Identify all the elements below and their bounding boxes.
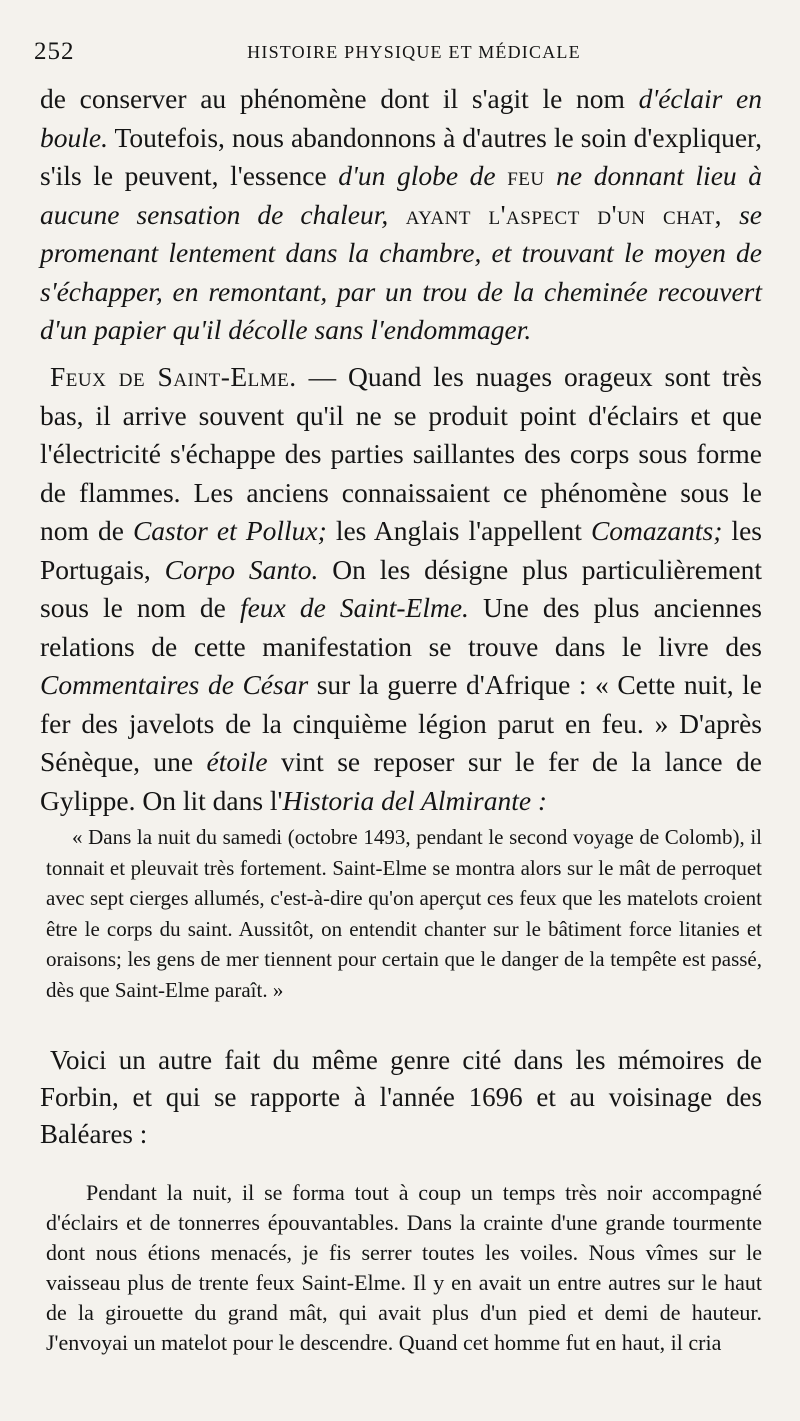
text-span: Toutefois, nous abandonnons à d'autres le soin d'expliquer, s'ils le peuvent, l'essence [40, 121, 762, 191]
paragraph-forbin-excerpt [46, 1178, 762, 1358]
text-span: les Portugais, [40, 515, 762, 585]
running-title: HISTOIRE PHYSIQUE ET MÉDICALE [247, 42, 581, 62]
text-span: Une des plus anciennes relations de cette manifestation se trouve dans le livre des [40, 592, 762, 662]
text-span: On les désigne plus particulièrement sous le nom de [40, 553, 762, 623]
italic-span: Corpo Santo. [164, 553, 319, 585]
text-span: vint se reposer sur le fer de la lance de Gylippe. On lit dans l' [40, 746, 762, 816]
smallcaps-span: feu [507, 160, 545, 191]
paragraph-feux-saint-elme [40, 358, 762, 820]
quotation-text: « Dans la nuit du samedi (octobre 1493, pendant le second voyage de Colomb), il tonnait et pleuvait très fortement. Saint-Elme se montra alors sur le mât de perroquet avec sept cierges allumés, c'est-à-dire qu'on aperçut ces feux que les matelots croient être le corps du saint. Aussitôt, on entendit chanter sur le bâtiment force litanies et oraisons; les gens de mer tiennent pour certain que le danger de la tempête est passé, dès que Saint-Elme paraît. » [46, 825, 762, 1002]
italic-span: d'un globe de [338, 160, 508, 191]
italic-span: étoile [206, 746, 268, 777]
section-heading: Feux de Saint-Elme. [50, 361, 297, 392]
italic-span: feux de Saint-Elme. [239, 592, 469, 623]
italic-span: ne donnant lieu à aucune sensation de chaleur, [40, 160, 762, 230]
italic-span: Castor et Pollux; [132, 515, 327, 546]
italic-span: d'éclair en boule. [40, 83, 763, 153]
italic-span: Commentaires de César [40, 669, 309, 700]
text-span: sur la guerre d'Afrique : « Cette nuit, le fer des javelots de la cinquième légion parut en feu. » D'après Sénèque, une [40, 669, 762, 777]
quotation-block [46, 822, 762, 1005]
paragraph-text: Voici un autre fait du même genre cité dans les mémoires de Forbin, et qui se rapporte à l'année 1696 et au voisinage des Baléares : [40, 1045, 762, 1149]
text-span: les Anglais l'appellent [326, 515, 591, 546]
excerpt-text: Pendant la nuit, il se forma tout à coup un temps très noir accompagné d'éclairs et de tonnerres épouvantables. Dans la crainte d'une grande tourmente dont nous étions menacés, je fis serrer toutes les voiles. Nous vîmes sur le vaisseau plus de trente feux Saint-Elme. Il y en avait un entre autres sur le haut de la girouette du grand mât, qui avait plus d'un pied et demi de hauteur. J'envoyai un matelot pour le descendre. Quand cet homme fut en haut, il cria [46, 1180, 762, 1355]
smallcaps-span: ayant l'aspect d'un chat, [388, 198, 723, 230]
text-span: — Quand les nuages orageux sont très bas, il arrive souvent qu'il ne se produit point d'éclairs et que l'électricité s'échappe des parties saillantes des corps sous forme de flammes. Les anciens connaissaient ce phénomène sous le nom de [40, 361, 762, 546]
text-span: de conserver au phénomène dont il s'agit le nom [40, 83, 639, 114]
italic-span: Comazants; [590, 515, 723, 546]
paragraph-forbin [40, 1042, 762, 1153]
italic-span: se promenant lentement dans la chambre, et trouvant le moyen de s'échapper, en remontant, par un trou de la cheminée recouvert d'un papier qu'il décolle sans l'endommager. [40, 198, 762, 345]
page-number: 252 [34, 38, 75, 65]
italic-span: Historia del Almirante : [282, 784, 548, 816]
paragraph-eclair-en-boule [40, 80, 762, 350]
running-head [34, 38, 764, 72]
